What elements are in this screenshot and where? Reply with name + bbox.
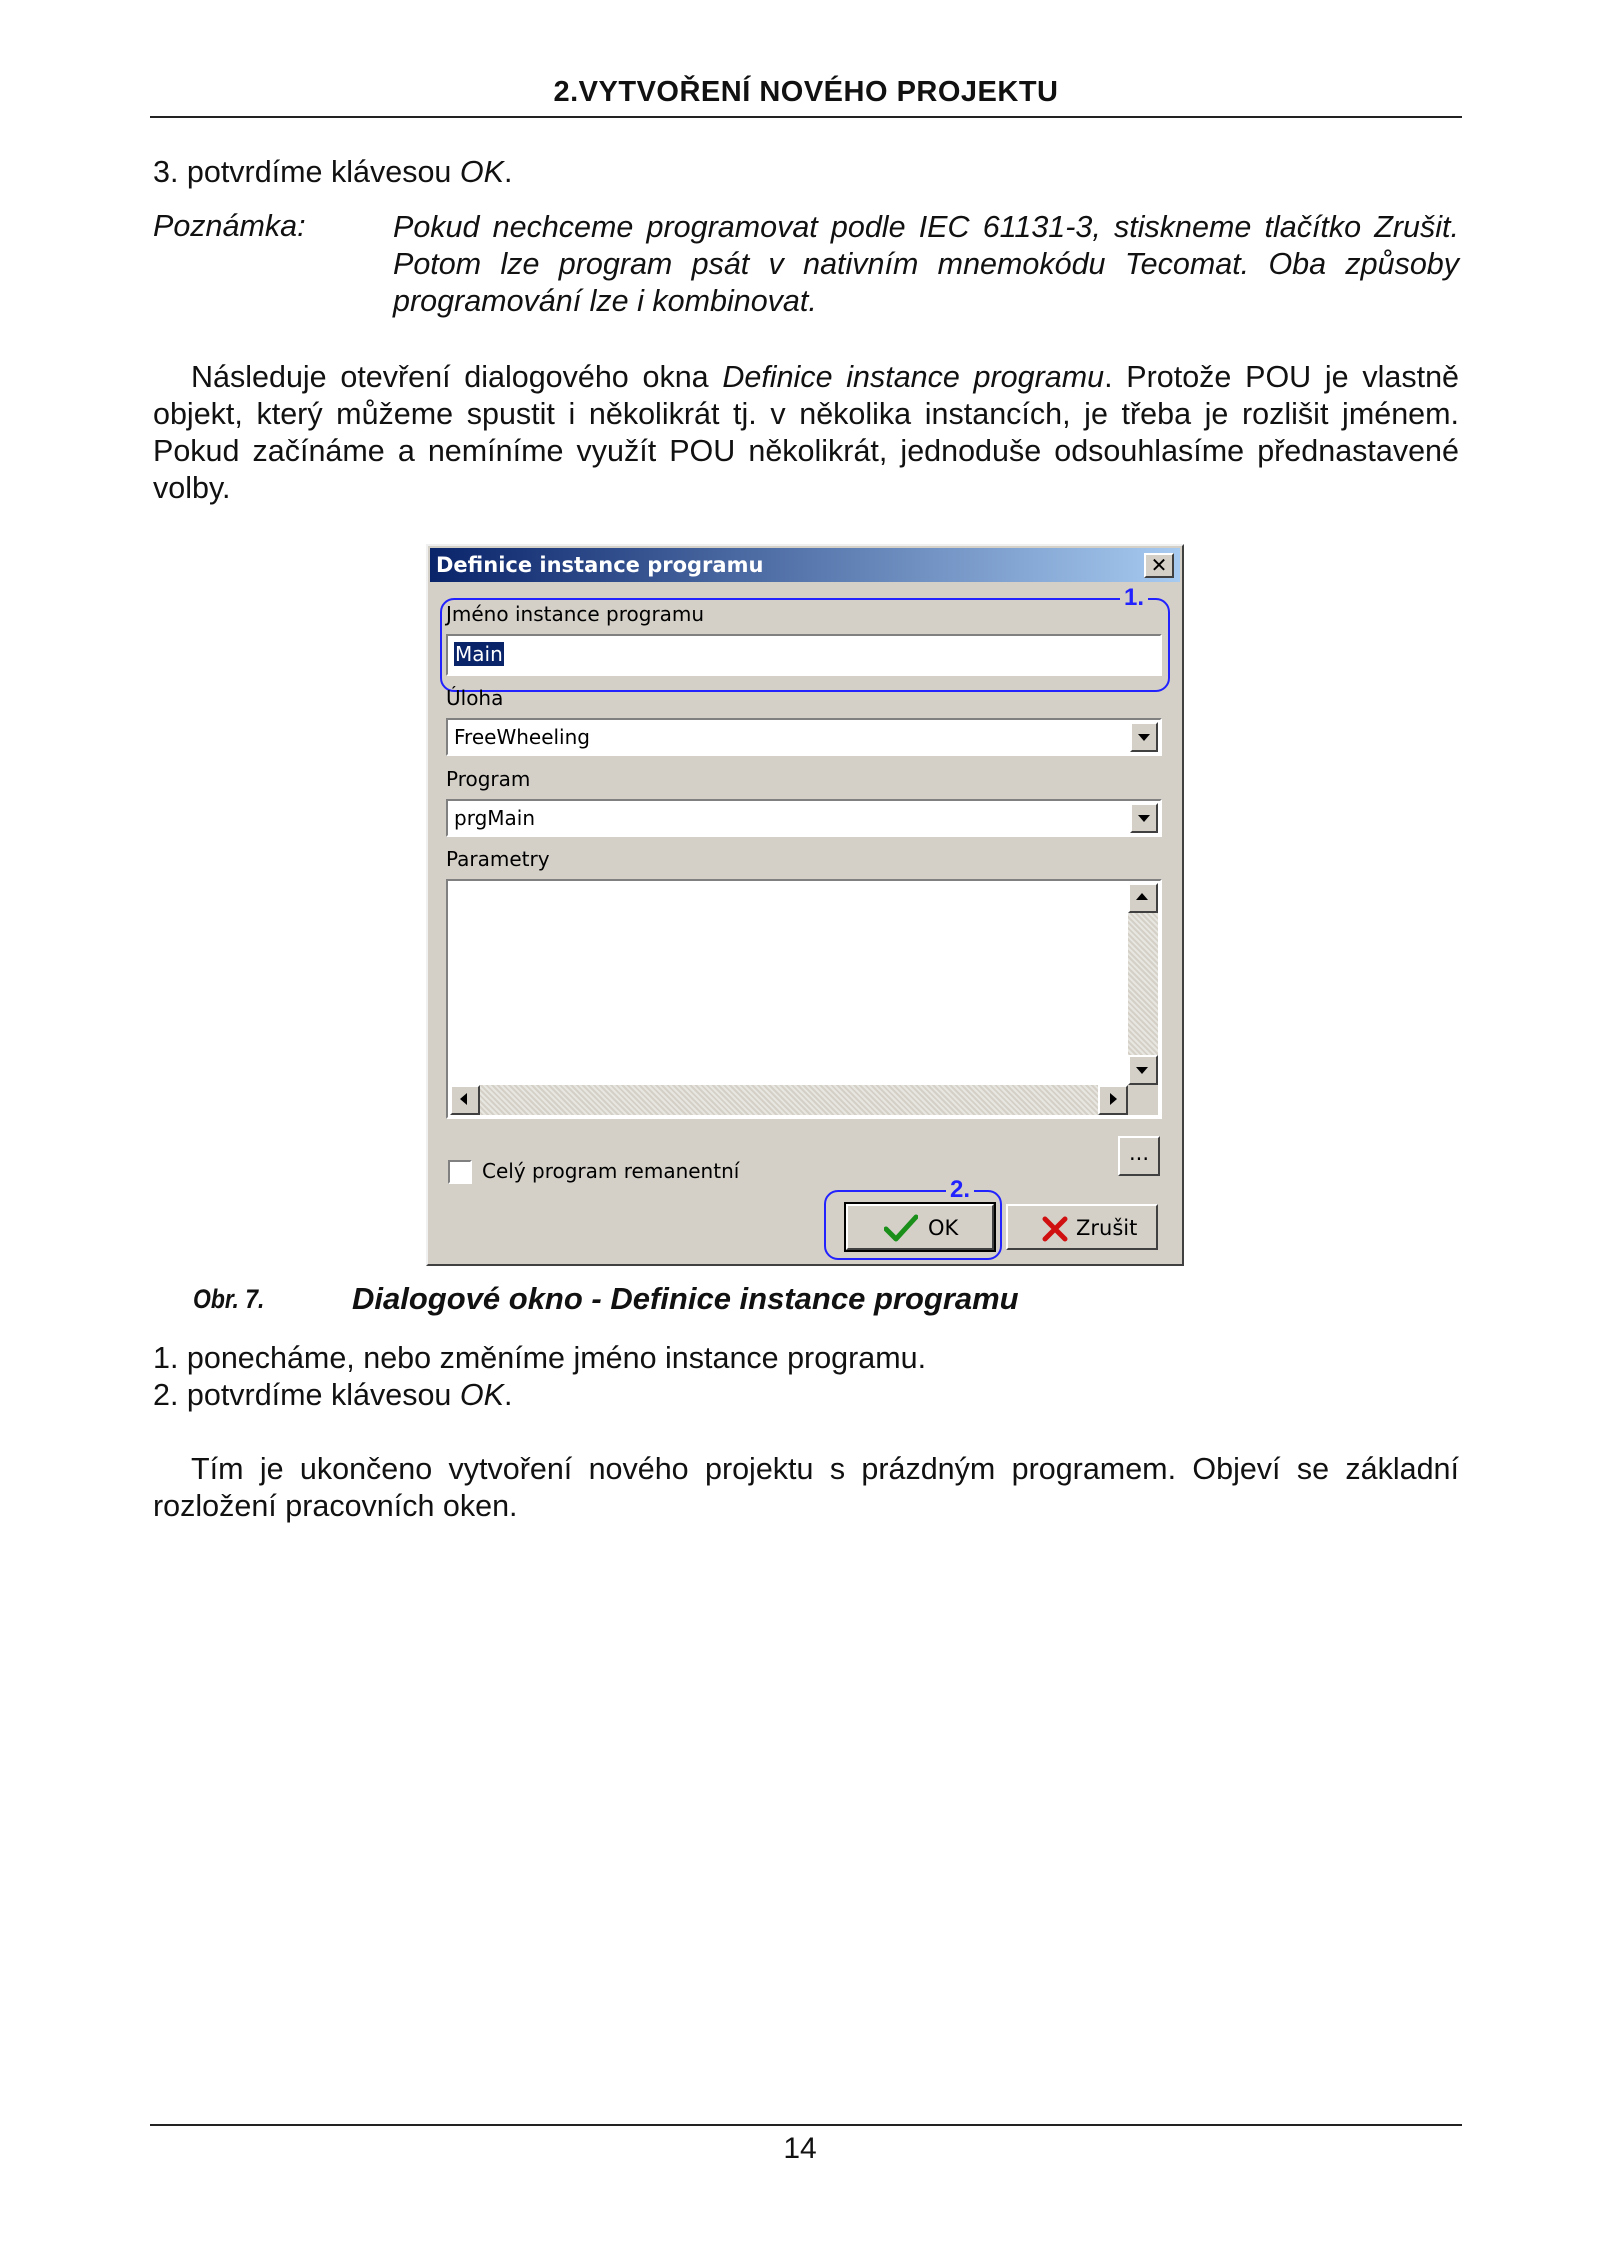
- scroll-down-icon[interactable]: [1128, 1055, 1158, 1085]
- step-list-1: [153, 1340, 926, 1377]
- page-number: 14: [783, 2132, 817, 2165]
- note-text: Pokud nechceme programovat podle IEC 61131-3, stiskneme tlačítko Zrušit. Potom lze program psát v nativním mnemokódu Tecomat. Oba způsoby programování lze i kombinovat.: [393, 210, 1459, 318]
- dialog-title: Definice instance programu: [436, 553, 764, 577]
- step-2-key: OK: [459, 1378, 504, 1412]
- step-3-key: OK: [459, 155, 504, 189]
- chevron-down-icon[interactable]: [1130, 722, 1158, 752]
- remanent-checkbox[interactable]: [448, 1160, 472, 1184]
- figure-number: Obr. 7.: [193, 1284, 265, 1314]
- params-textarea[interactable]: [446, 879, 1162, 1119]
- program-label: Program: [446, 767, 531, 791]
- params-label: Parametry: [446, 847, 550, 871]
- horizontal-scrollbar[interactable]: [450, 1085, 1128, 1115]
- scroll-up-icon[interactable]: [1128, 883, 1158, 913]
- dialog-definice-instance: [426, 544, 1184, 1266]
- instance-name-value: Main: [455, 642, 503, 666]
- step-2-text: 2. potvrdíme klávesou: [153, 1378, 460, 1412]
- figure-caption: Dialogové okno - Definice instance programu: [352, 1281, 1019, 1316]
- header-rule: [150, 116, 1462, 118]
- scroll-corner: [1128, 1085, 1158, 1115]
- cross-icon: [1042, 1216, 1068, 1247]
- close-glyph: ✕: [1150, 553, 1168, 577]
- note-label: Poznámka:: [153, 209, 306, 243]
- program-value: prgMain: [454, 806, 536, 830]
- instance-name-label: Jméno instance programu: [446, 602, 705, 626]
- program-select[interactable]: [446, 799, 1162, 837]
- browse-button[interactable]: [1118, 1136, 1160, 1176]
- marker-1: 1.: [1120, 584, 1148, 612]
- step-list-2: [153, 1377, 512, 1414]
- task-value: FreeWheeling: [454, 725, 590, 749]
- browse-label: ...: [1128, 1141, 1150, 1165]
- checkmark-icon: [884, 1214, 918, 1247]
- paragraph-intro-after: . Protože POU je vlastně objekt, který můžeme spustit i několikrát tj. v několika instancích, je třeba je rozlišit jménem. Pokud začínáme a nemíníme využít POU několikrát, jednoduše odsouhlasíme přednastavené volby.: [153, 360, 1459, 505]
- paragraph-intro-before: Následuje otevření dialogového okna: [191, 360, 723, 394]
- step-3-suffix: .: [503, 155, 513, 189]
- footer-rule: [150, 2124, 1462, 2126]
- step-3-text: 3. potvrdíme klávesou: [153, 155, 460, 189]
- paragraph-intro: [153, 359, 1459, 507]
- scroll-right-icon[interactable]: [1098, 1085, 1128, 1115]
- cancel-button[interactable]: [1006, 1204, 1158, 1250]
- dialog-titlebar: [430, 548, 1180, 582]
- step-2-suffix: .: [503, 1378, 513, 1412]
- remanent-label: Celý program remanentní: [482, 1159, 740, 1183]
- step-1-text: 1. ponecháme, nebo změníme jméno instance programu.: [153, 1341, 927, 1375]
- ok-label: OK: [928, 1216, 959, 1240]
- scroll-left-icon[interactable]: [450, 1085, 480, 1115]
- cancel-label: Zrušit: [1076, 1216, 1138, 1240]
- paragraph-intro-dialog-name: Definice instance programu: [722, 360, 1105, 394]
- chevron-down-icon[interactable]: [1130, 803, 1158, 833]
- marker-2: 2.: [946, 1176, 974, 1204]
- task-select[interactable]: [446, 718, 1162, 756]
- close-icon[interactable]: [1144, 553, 1174, 578]
- step-3: [153, 154, 512, 191]
- instance-name-input[interactable]: [446, 634, 1162, 676]
- ok-button[interactable]: [846, 1204, 994, 1250]
- task-label: Úloha: [446, 686, 504, 710]
- page-header-title: 2.VYTVOŘENÍ NOVÉHO PROJEKTU: [553, 76, 1059, 108]
- paragraph-conclusion: Tím je ukončeno vytvoření nového projektu s prázdným programem. Objeví se základní rozložení pracovních oken.: [153, 1452, 1459, 1523]
